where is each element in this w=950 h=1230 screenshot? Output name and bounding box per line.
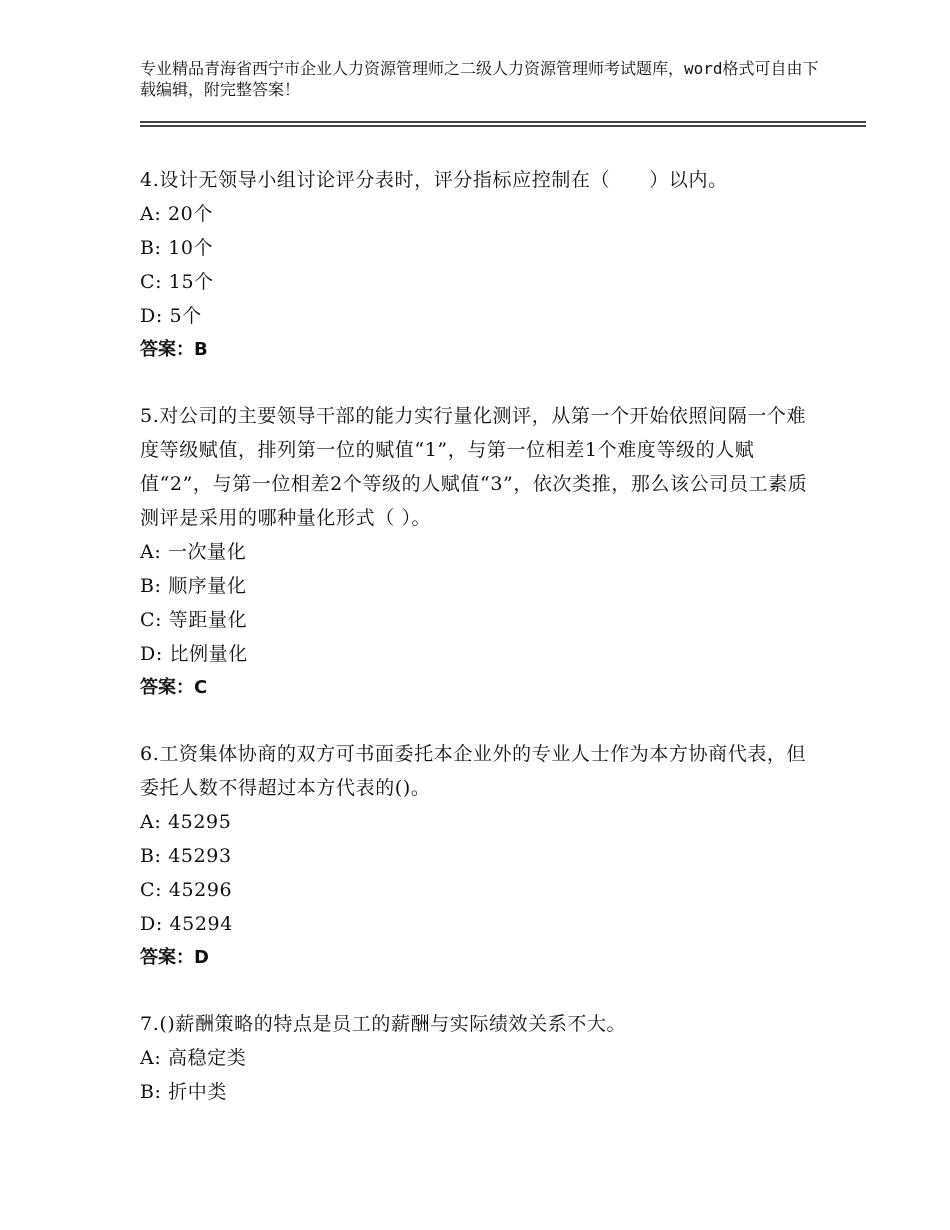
- option-c: C: 45296: [140, 879, 233, 901]
- question-stem: 4.设计无领导小组讨论评分表时，评分指标应控制在（ ）以内。: [140, 169, 728, 191]
- question-list: [140, 163, 820, 1141]
- question-7: [140, 1007, 820, 1109]
- question-6: [140, 737, 820, 975]
- document-header: 专业精品青海省西宁市企业人力资源管理师之二级人力资源管理师考试题库，word格式可自由下载编辑，附完整答案！: [140, 59, 819, 99]
- question-stem: 6.工资集体协商的双方可书面委托本企业外的专业人士作为本方协商代表，但委托人数不得超过本方代表的()。: [140, 743, 807, 799]
- option-d: D: 比例量化: [140, 643, 248, 665]
- option-b: B: 10个: [140, 237, 214, 259]
- option-b: B: 45293: [140, 845, 232, 867]
- option-a: A: 高稳定类: [140, 1047, 247, 1069]
- header-divider-bottom: [140, 125, 866, 127]
- option-d: D: 45294: [140, 913, 233, 935]
- option-a: A: 一次量化: [140, 541, 247, 563]
- option-c: C: 15个: [140, 271, 214, 293]
- option-b: B: 折中类: [140, 1081, 228, 1103]
- question-5: [140, 399, 820, 705]
- option-c: C: 等距量化: [140, 609, 248, 631]
- option-a: A: 45295: [140, 811, 232, 833]
- answer-line: 答案：D: [140, 947, 209, 968]
- question-stem: 7.()薪酬策略的特点是员工的薪酬与实际绩效关系不大。: [140, 1013, 627, 1035]
- question-4: [140, 163, 820, 367]
- answer-line: 答案：B: [140, 339, 208, 360]
- answer-line: 答案：C: [140, 677, 208, 698]
- header-divider-top: [140, 121, 866, 123]
- question-stem: 5.对公司的主要领导干部的能力实行量化测评，从第一个开始依照间隔一个难度等级赋值，排列第一位的赋值“1”，与第一位相差1个难度等级的人赋值“2”，与第一位相差2个等级的人赋值“3”，依次类推，那么该公司员工素质测评是采用的哪种量化形式（ ）。: [140, 405, 808, 529]
- option-a: A: 20个: [140, 203, 213, 225]
- option-d: D: 5个: [140, 305, 202, 327]
- option-b: B: 顺序量化: [140, 575, 247, 597]
